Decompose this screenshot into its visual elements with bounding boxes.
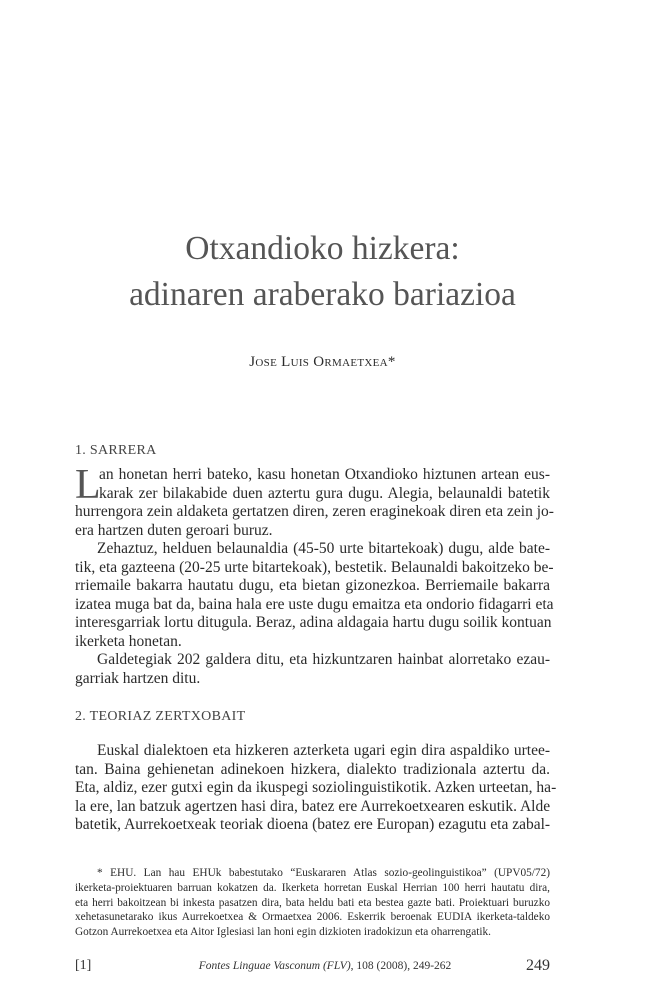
text-line: tan. Baina gehienetan adinekoen hizkera, dialekto tradizionala aztertu da. bbox=[75, 760, 550, 778]
title-line-2: adinaren araberako bariazioa bbox=[129, 276, 516, 313]
text-line: karak zer bilakabide duen aztertu gura dugu. Alegia, belaunaldi batetik bbox=[99, 484, 550, 502]
text-line: izatea muga bat da, baina hala ere uste dugu emaitza eta ondorio fidagarri eta bbox=[75, 595, 554, 613]
footnote-line: xehetasunetarako ikus Aurrekoetxea & Ormaetxea 2006. Eskerrik beroenak EUDIA ikerketa-taldeko bbox=[75, 911, 550, 924]
text-line: tik, eta gazteena (20-25 urte bitartekoak), bestetik. Belaunaldi bakoitzeko be- bbox=[75, 558, 554, 576]
article-title bbox=[40, 226, 605, 318]
text-line: hurrengora zein aldaketa gertatzen diren, zeren eraginekoak diren eta zein jo- bbox=[75, 503, 554, 520]
author-name: Jose Luis Ormaetxea* bbox=[249, 354, 396, 370]
text-line: Euskal dialektoen eta hizkeren azterketa ugari egin dira aspaldiko urtee- bbox=[97, 742, 550, 759]
footer-journal-citation bbox=[175, 960, 475, 972]
text-line: an honetan herri bateko, kasu honetan Otxandioko hiztunen artean eus- bbox=[99, 466, 550, 483]
text-line: rriemaile bakarra hautatu dugu, eta bietan gizonezkoa. Berriemaile bakarra bbox=[75, 577, 550, 594]
footnote-line: * EHU. Lan hau EHUk babestutako “Euskararen Atlas sozio-geolinguistikoa” (UPV05/72) bbox=[97, 867, 550, 879]
page-number: 249 bbox=[526, 957, 550, 974]
text-line: garriak hartzen ditu. bbox=[75, 669, 201, 687]
footnote-line: eta herri bakoitzean bi inkesta pasatzen dira, bata heldu bati eta bestea gazte bati. Proiektuari buruzko bbox=[75, 896, 550, 909]
title-line-1: Otxandioko hizkera: bbox=[185, 230, 460, 267]
footnote-line: ikerketa-proiektuaren barruan kokatzen da. Ikerketa horretan Euskal Herrian 100 herri hautatu dira, bbox=[75, 881, 550, 894]
section-heading-teoriaz: 2. TEORIAZ ZERTXOBAIT bbox=[75, 709, 246, 724]
text-line: Eta, aldiz, ezer gutxi egin da ikuspegi soziolinguistikotik. Azken urteetan, ha- bbox=[75, 779, 557, 796]
journal-name: Fontes Linguae Vasconum (FLV) bbox=[198, 960, 351, 972]
footnote bbox=[75, 866, 550, 940]
text-line: Galdetegiak 202 galdera ditu, eta hizkuntzaren hainbat alorretako ezau- bbox=[97, 651, 550, 668]
text-line: ikerketa honetan. bbox=[75, 632, 182, 650]
text-line: batetik, Aurrekoetxeak teoriak dioena (batez ere Europan) ezagutu eta zabal- bbox=[75, 816, 551, 833]
footer-section-marker: [1] bbox=[75, 958, 92, 973]
text-line: la ere, lan batzuk agertzen hasi dira, batez ere Aurrekoetxearen eskutik. Alde bbox=[75, 797, 551, 815]
section-1-body bbox=[75, 462, 554, 688]
section-heading-sarrera: 1. SARRERA bbox=[75, 443, 157, 458]
section-2-body bbox=[75, 742, 557, 835]
text-line: era hartzen duten geroari buruz. bbox=[75, 521, 273, 539]
journal-issue: , 108 (2008), 249-262 bbox=[350, 960, 452, 972]
footnote-line: Gotzon Aurrekoetxea eta Aitor Iglesiasi lan honi egin dizkioten iradokizun eta oharrengatik. bbox=[75, 926, 491, 939]
text-line: interesgarriak lortu ditugula. Beraz, adina aldagaia hartu dugu soilik kontuan bbox=[75, 614, 552, 631]
drop-cap: L bbox=[75, 462, 101, 508]
text-line: Zehaztuz, helduen belaunaldia (45-50 urte bitartekoak) dugu, alde bate- bbox=[97, 540, 550, 557]
